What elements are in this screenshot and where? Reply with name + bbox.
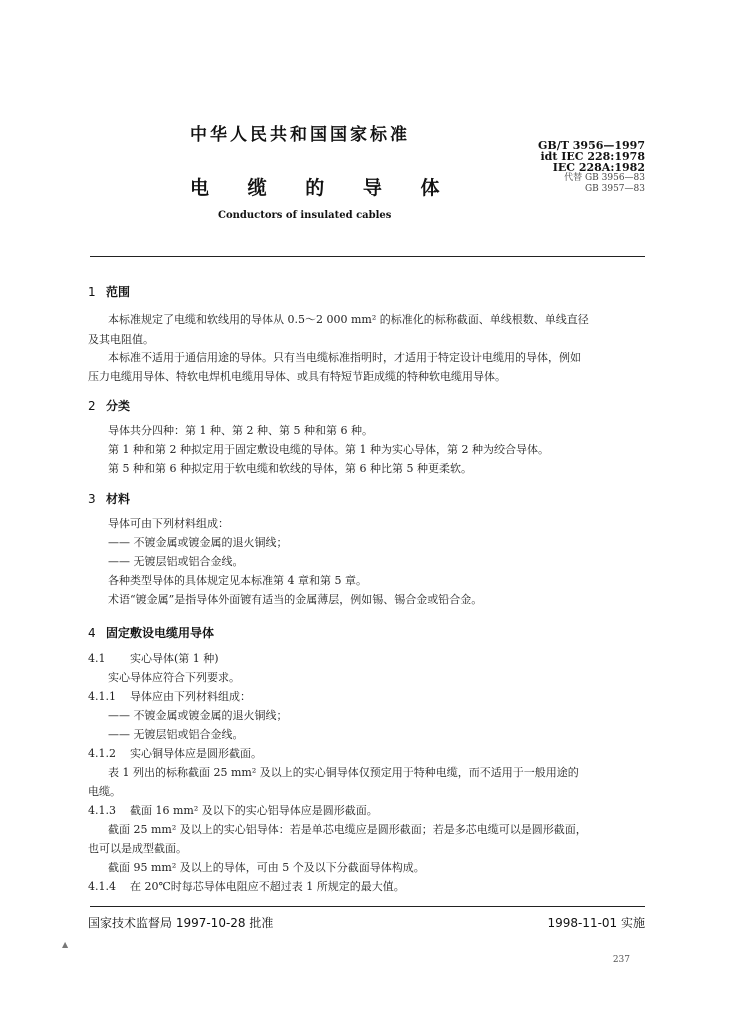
paragraph: 导体可由下列材料组成： bbox=[108, 517, 229, 530]
section-number: 2 bbox=[88, 399, 96, 413]
english-subtitle: Conductors of insulated cables bbox=[218, 210, 392, 221]
clause-number: 4.1 bbox=[88, 652, 106, 665]
approval-date: 国家技术监督局 1997-10-28 批准 bbox=[88, 916, 274, 930]
standard-code: IEC 228A:1982 bbox=[552, 161, 645, 174]
section-number: 3 bbox=[88, 492, 96, 506]
clause-text: 实心铜导体应是圆形截面。 bbox=[130, 747, 262, 760]
paragraph: 截面 95 mm² 及以上的导体，可由 5 个及以下分截面导体构成。 bbox=[108, 861, 425, 874]
section-heading bbox=[88, 397, 130, 414]
section-number: 4 bbox=[88, 626, 96, 640]
clause-text: 导体应由下列材料组成： bbox=[130, 690, 251, 703]
paragraph: 导体共分四种：第 1 种、第 2 种、第 5 种和第 6 种。 bbox=[108, 424, 373, 437]
scan-mark: ▲ bbox=[62, 940, 69, 949]
clause bbox=[88, 802, 378, 818]
clause-number: 4.1.2 bbox=[88, 747, 116, 760]
clause bbox=[88, 878, 405, 894]
paragraph: 术语“镀金属”是指导体外面镀有适当的金属薄层，例如锡、锡合金或铅合金。 bbox=[108, 593, 483, 606]
replaces-code: GB 3957—83 bbox=[584, 184, 645, 194]
paragraph: 电缆。 bbox=[88, 785, 121, 798]
header-divider bbox=[90, 256, 645, 257]
paragraph: 也可以是成型截面。 bbox=[88, 842, 187, 855]
clause bbox=[88, 650, 219, 666]
clause-number: 4.1.4 bbox=[88, 880, 116, 893]
standard-codes bbox=[538, 140, 645, 195]
paragraph: 压力电缆用导体、特软电焊机电缆用导体、或具有特短节距成缆的特种软电缆用导体。 bbox=[88, 370, 506, 383]
standard-code: GB/T 3956—1997 bbox=[538, 139, 645, 152]
section-heading bbox=[88, 490, 130, 507]
section-title: 范围 bbox=[106, 285, 131, 299]
clause-number: 4.1.3 bbox=[88, 804, 116, 817]
paragraph: 本标准规定了电缆和软线用的导体从 0.5～2 000 mm² 的标准化的标称截面、单线根数、单线直径 bbox=[108, 313, 589, 326]
section-title: 分类 bbox=[106, 399, 131, 413]
list-item: —— 无镀层铝或铝合金线。 bbox=[108, 555, 244, 568]
clause bbox=[88, 745, 262, 761]
list-item: —— 不镀金属或镀金属的退火铜线； bbox=[108, 709, 288, 722]
clause-text: 截面 16 mm² 及以下的实心铝导体应是圆形截面。 bbox=[130, 804, 378, 817]
paragraph: 本标准不适用于通信用途的导体。只有当电缆标准指明时，才适用于特定设计电缆用的导体，例如 bbox=[108, 351, 581, 364]
country-standard-heading: 中华人民共和国国家标准 bbox=[190, 125, 410, 145]
paragraph: 实心导体应符合下列要求。 bbox=[108, 671, 240, 684]
paragraph: 截面 25 mm² 及以上的实心铝导体：若是单芯电缆应是圆形截面；若是多芯电缆可以是圆形截面， bbox=[108, 823, 587, 836]
paragraph: 表 1 列出的标称截面 25 mm² 及以上的实心铜导体仅预定用于特种电缆，而不适用于一般用途的 bbox=[108, 766, 579, 779]
clause-number: 4.1.1 bbox=[88, 690, 116, 703]
list-item: —— 无镀层铝或铝合金线。 bbox=[108, 728, 244, 741]
document-title: 电 缆 的 导 体 bbox=[190, 177, 456, 199]
replaces-code: 代替 GB 3956—83 bbox=[564, 173, 645, 183]
implementation-date: 1998-11-01 实施 bbox=[547, 916, 645, 930]
section-title: 材料 bbox=[106, 492, 131, 506]
paragraph: 第 5 种和第 6 种拟定用于软电缆和软线的导体，第 6 种比第 5 种更柔软。 bbox=[108, 462, 472, 475]
clause-text: 在 20℃时每芯导体电阻应不超过表 1 所规定的最大值。 bbox=[130, 880, 405, 893]
section-number: 1 bbox=[88, 285, 96, 299]
section-title: 固定敷设电缆用导体 bbox=[106, 626, 215, 640]
page-number: 237 bbox=[612, 955, 630, 965]
list-item: —— 不镀金属或镀金属的退火铜线； bbox=[108, 536, 288, 549]
paragraph: 及其电阻值。 bbox=[88, 333, 154, 346]
footer-divider bbox=[90, 906, 645, 907]
clause bbox=[88, 688, 251, 704]
section-heading bbox=[88, 624, 214, 641]
paragraph: 各种类型导体的具体规定见本标准第 4 章和第 5 章。 bbox=[108, 574, 367, 587]
clause-title: 实心导体(第 1 种) bbox=[130, 652, 219, 665]
standard-code: idt IEC 228:1978 bbox=[540, 150, 645, 163]
paragraph: 第 1 种和第 2 种拟定用于固定敷设电缆的导体。第 1 种为实心导体，第 2 种为绞合导体。 bbox=[108, 443, 549, 456]
section-heading bbox=[88, 283, 130, 300]
